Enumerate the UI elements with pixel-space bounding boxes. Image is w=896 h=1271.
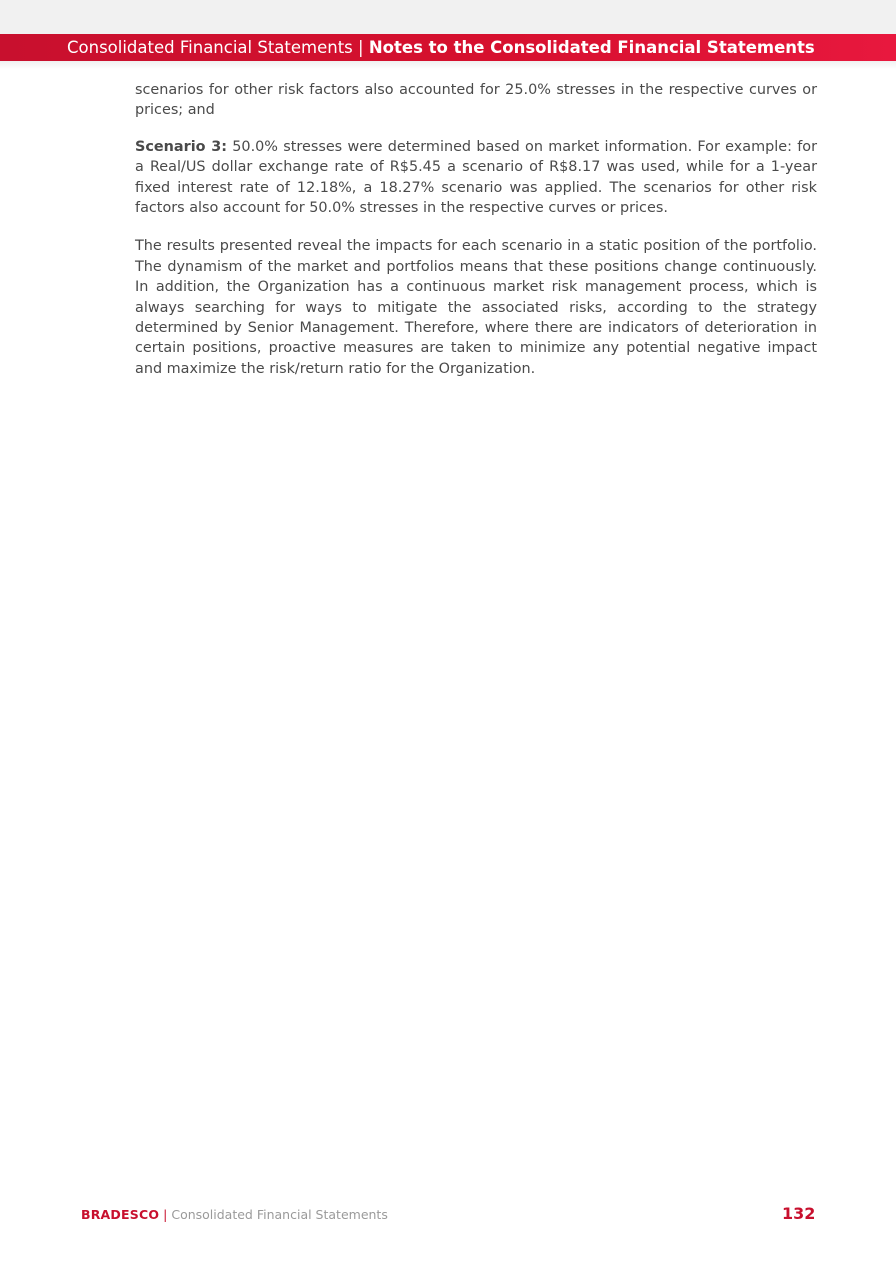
header-separator: | (358, 38, 364, 57)
page-number: 132 (782, 1204, 816, 1223)
page-header-bar (0, 34, 896, 61)
footer-brand: BRADESCO (81, 1207, 160, 1222)
page-body (135, 80, 817, 379)
header-title (67, 38, 815, 57)
header-subsection-title: Notes to the Consolidated Financial Statements (368, 38, 815, 57)
scenario-3-heading: Scenario 3: (135, 138, 227, 155)
page-footer (81, 1207, 388, 1223)
header-shadow (0, 61, 896, 69)
paragraph-results: The results presented reveal the impacts for each scenario in a static position of the portfolio. The dynamism of the market and portfolios means that these positions change continuously. In addition, the Organization has a continuous market risk management process, which is always searching for ways to mitigate the associated risks, according to the strategy determined by Senior Management. Therefore, where there are indicators of deterioration in certain positions, proactive measures are taken to minimize any potential negative impact and maximize the risk/return ratio for the Organization. (135, 238, 817, 377)
paragraph-scenario-3 (135, 137, 817, 219)
footer-document-title: Consolidated Financial Statements (171, 1207, 388, 1222)
scenario-3-text: 50.0% stresses were determined based on market information. For example: for a Real/US dollar exchange rate of R$5.45 a scenario of R$8.17 was used, while for a 1-year fixed interest rate of 12.18%, a 18.27% scenario was applied. The scenarios for other risk factors also account for 50.0% stresses in the respective curves or prices. (135, 138, 817, 217)
top-margin-strip (0, 0, 896, 34)
paragraph-scenario-2-continuation: scenarios for other risk factors also accounted for 25.0% stresses in the respective curves or prices; and (135, 82, 817, 119)
footer-separator: | (163, 1207, 168, 1222)
header-section-title: Consolidated Financial Statements (67, 38, 353, 57)
